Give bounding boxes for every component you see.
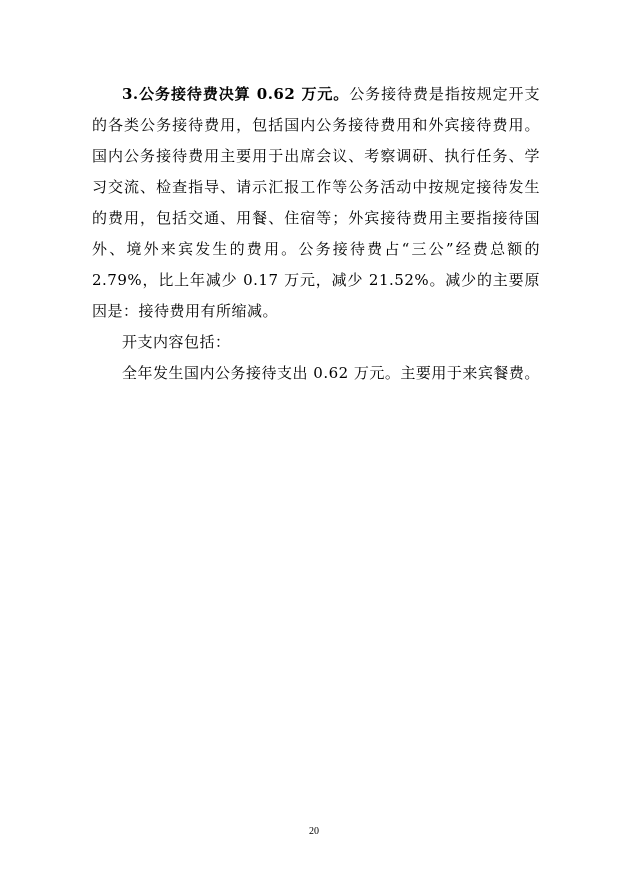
paragraph-text: 公务接待费是指按规定开支的各类公务接待费用，包括国内公务接待费用和外宾接待费用。国内公务接待费用主要用于出席会议、考察调研、执行任务、学习交流、检查指导、请示汇报工作等公务活动中按规定接待发生的费用，包括交通、用餐、住宿等；外宾接待费用主要指接待国外、境外来宾发生的费用。公务接待费占“三公”经费总额的 2.79%，比上年减少 0.17 万元，减少 21.52%。减少的主要原因是：接待费用有所缩减。 [92,85,540,320]
page-content [92,79,540,389]
section-heading: 3.公务接待费决算 0.62 万元。 [122,85,350,103]
paragraph-expense-contents: 开支内容包括： [122,333,231,351]
paragraph-reception-expenses [92,79,540,327]
page-number: 20 [309,826,319,837]
paragraph-annual-expense: 全年发生国内公务接待支出 0.62 万元。主要用于来宾餐费。 [122,364,540,382]
